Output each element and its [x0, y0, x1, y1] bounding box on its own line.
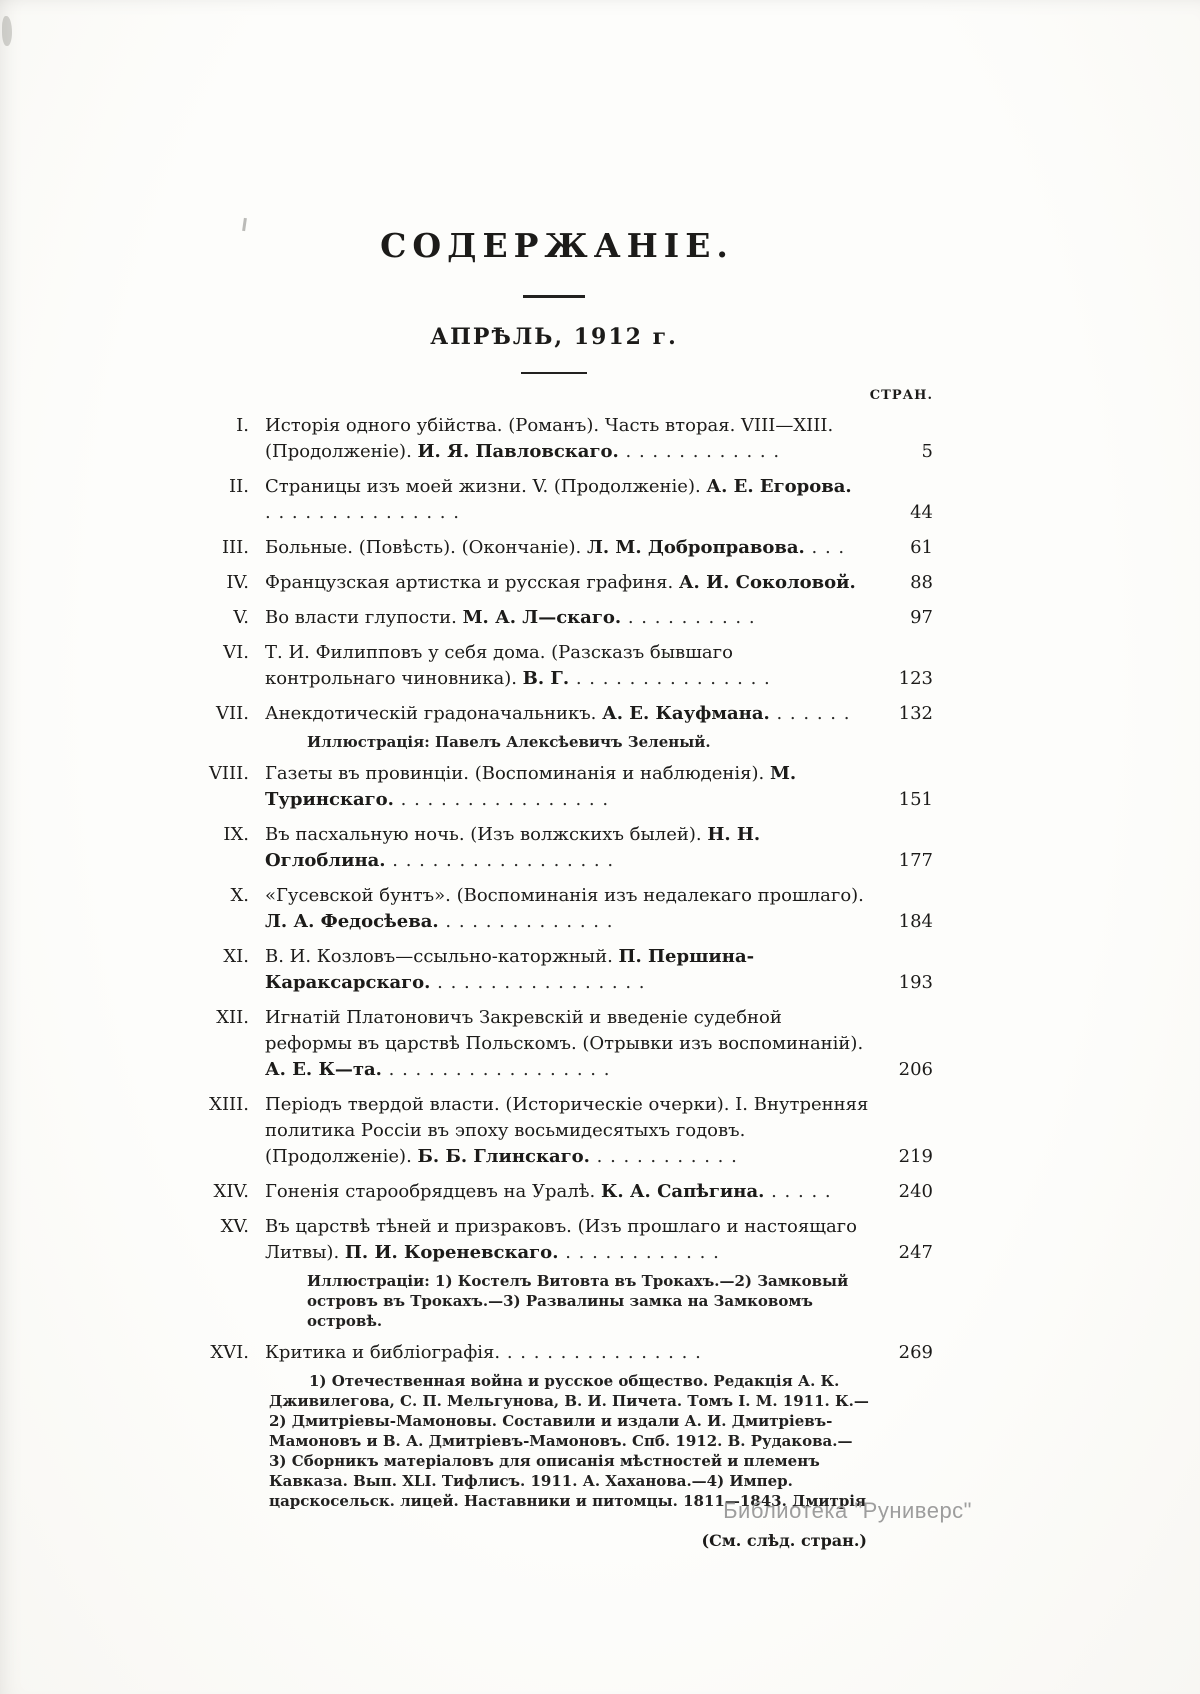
entry-page-number: 240 [898, 1181, 933, 1202]
entry-text [265, 1005, 933, 1083]
entry-note: 1) Отечественная война и русское общество. Редакція А. К. Дживилегова, С. П. Мельгунова, В. И. Пичета. Томъ I. М. 1911. К.—2) Дмитріевы-Мамоновы. Составили и издали А. И. Дмитріевъ-Мамоновъ и В. А. Дмитріевъ-Мамоновъ. Спб. 1912. В. Рудакова.—3) Сборникъ матеріаловъ для описанія мѣстностей и племенъ Кавказа. Вып. XLI. Тифлисъ. 1911. А. Хаханова.—4) Импер. царскосельск. лицей. Наставники и питомцы. 1811—1843. Дмитрія [269, 1372, 869, 1510]
entry-text [265, 701, 933, 727]
entry-author: А. Е. Кауфмана. [602, 703, 770, 724]
entry-text [265, 822, 933, 874]
entry-title-text: Исторія одного убійства. (Романъ). Часть вторая. VIII—XIII. (Продолженіе). [265, 415, 834, 462]
toc-entry [175, 474, 933, 526]
dot-leader: . . . . . . . . . . . . . . . . [430, 972, 646, 993]
dot-leader: . . . . . . . . . . [621, 607, 756, 628]
entry-numeral: I. [236, 415, 249, 436]
dot-leader: . . . . . . . . . . . . . . . . . [381, 1059, 611, 1080]
toc-entry [175, 535, 933, 561]
entry-numeral: XII. [216, 1007, 249, 1028]
entry-title-text: В. И. Козловъ—ссыльно-каторжный. [265, 946, 619, 967]
entry-page-number: 269 [898, 1342, 933, 1363]
dot-leader: . . . . . . . . . . . . . [438, 911, 614, 932]
entry-title-text: Гоненія старообрядцевъ на Уралѣ. [265, 1181, 601, 1202]
entry-numeral: VII. [216, 703, 249, 724]
entry-author: А. Е. Егорова. [706, 476, 852, 497]
entry-title-text: Газеты въ провинціи. (Воспоминанія и наблюденія). [265, 763, 770, 784]
toc-entry [175, 944, 933, 996]
page-title: СОДЕРЖАНІЕ. [380, 226, 734, 265]
entry-page-number: 206 [898, 1059, 933, 1080]
entry-author: Б. Б. Глинскаго. [417, 1146, 590, 1167]
entry-title-text: Больные. (Повѣсть). (Окончаніе). [265, 537, 587, 558]
toc-entry [175, 1179, 933, 1205]
content-column [175, 226, 933, 1550]
toc-entry [175, 822, 933, 874]
library-watermark: Библиотека "Руниверс" [723, 1498, 972, 1523]
dot-leader: . . . . . . . . . . . . . . . [265, 502, 460, 523]
entry-text [265, 944, 933, 996]
entry-numeral: IV. [226, 572, 249, 593]
toc-entry [175, 761, 933, 813]
entry-title-text: Въ царствѣ тѣней и призраковъ. (Изъ прошлаго и настоящаго Литвы). [265, 1216, 857, 1263]
entry-title-text: Анекдотическій градоначальникъ. [265, 703, 603, 724]
entry-page-number: 61 [910, 537, 933, 558]
entry-text [265, 535, 933, 561]
entry-text [265, 474, 933, 526]
dot-leader: . . . . . . . . . . . [589, 1146, 738, 1167]
entry-text [265, 640, 933, 692]
entry-text [265, 761, 933, 813]
entry-page-number: 184 [898, 911, 933, 932]
entry-title-text: Въ пасхальную ночь. (Изъ волжскихъ былей). [265, 824, 708, 845]
entry-author: Н. Н. Оглоблина. [265, 824, 761, 871]
toc-entry [175, 1214, 933, 1331]
entry-title-text: Страницы изъ моей жизни. V. (Продолженіе). [265, 476, 707, 497]
entry-text [265, 413, 933, 465]
dot-leader: . . . . . . . . . . . . [558, 1242, 720, 1263]
entry-page-number: 123 [898, 668, 933, 689]
toc-entry [175, 413, 933, 465]
toc-entry [175, 1005, 933, 1083]
toc-entries [175, 413, 933, 1511]
toc-entry [175, 701, 933, 752]
issue-date: АПРѢЛЬ, 1912 г. [430, 324, 678, 350]
dot-leader: . . . . . . . . . . . . [618, 441, 781, 462]
entry-page-number: 5 [921, 441, 933, 462]
entry-text [265, 605, 933, 631]
entry-note: Иллюстраціи: 1) Костелъ Витовта въ Трокахъ.—2) Замковый островъ въ Трокахъ.—3) Развалины замка на Замковомъ островѣ. [307, 1272, 849, 1330]
toc-entry [175, 1340, 933, 1511]
toc-entry [175, 1092, 933, 1170]
entry-title-text: «Гусевской бунтъ». (Воспоминанія изъ недалекаго прошлаго). [265, 885, 864, 906]
entry-author: Л. М. Доброправова. [586, 537, 805, 558]
entry-text [265, 1179, 933, 1205]
entry-page-number: 97 [910, 607, 933, 628]
toc-entry [175, 883, 933, 935]
entry-page-number: 219 [898, 1146, 933, 1167]
entry-numeral: XIV. [213, 1181, 249, 1202]
entry-author: П. Першина-Караксарскаго. [265, 946, 755, 993]
entry-page-number: 193 [898, 972, 933, 993]
entry-author: П. И. Кореневскаго. [344, 1242, 559, 1263]
entry-author: К. А. Сапѣгина. [600, 1181, 765, 1202]
entry-author: В. Г. [522, 668, 570, 689]
entry-numeral: VI. [223, 642, 249, 663]
entry-text [265, 1340, 933, 1366]
entry-author: А. И. Соколовой. [678, 572, 856, 593]
scan-artifact [2, 16, 12, 46]
entry-author: И. Я. Павловскаго. [417, 441, 619, 462]
dot-leader: . . . [804, 537, 846, 558]
entry-page-number: 151 [898, 789, 933, 810]
entry-title-text: Французская артистка и русская графиня. [265, 572, 679, 593]
dot-leader: . . . . . . [769, 703, 851, 724]
dot-leader: . . . . . [764, 1181, 832, 1202]
entry-author: М. А. Л—скаго. [462, 607, 622, 628]
entry-page-number: 44 [910, 502, 933, 523]
entry-numeral: IX. [223, 824, 249, 845]
dot-leader: . . . . . . . . . . . . . . . . [393, 789, 610, 810]
dot-leader: . . . . . . . . . . . . . . . . . [385, 850, 615, 871]
entry-numeral: XVI. [210, 1342, 249, 1363]
dot-leader: . . . . . . . . . . . . . . . [500, 1342, 702, 1363]
entry-author: Л. А. Федосѣева. [265, 911, 439, 932]
continuation-note: (См. слѣд. стран.) [701, 1531, 867, 1550]
entry-numeral: VIII. [208, 763, 249, 784]
entry-title-text: Т. И. Филипповъ у себя дома. (Разсказъ бывшаго контрольнаго чиновника). [265, 642, 733, 689]
entry-numeral: II. [229, 476, 249, 497]
toc-entry [175, 570, 933, 596]
toc-entry [175, 640, 933, 692]
pages-column-header: СТРАН. [869, 388, 933, 403]
divider-rule [523, 295, 585, 298]
entry-numeral: XI. [223, 946, 249, 967]
entry-text [265, 1214, 933, 1266]
entry-numeral: V. [233, 607, 249, 628]
entry-numeral: III. [221, 537, 249, 558]
entry-title-text: Игнатій Платоновичъ Закревскій и введеніе судебной реформы въ царствѣ Польскомъ. (Отрывки изъ воспоминаній). [265, 1007, 864, 1054]
entry-page-number: 247 [898, 1242, 933, 1263]
divider-rule [521, 372, 587, 374]
entry-text [265, 570, 933, 596]
entry-numeral: X. [230, 885, 249, 906]
entry-text [265, 883, 933, 935]
entry-author: А. Е. К—та. [265, 1059, 382, 1080]
entry-title-text: Во власти глупости. [265, 607, 463, 628]
entry-page-number: 177 [898, 850, 933, 871]
entry-numeral: XIII. [209, 1094, 249, 1115]
dot-leader: . . . . . . . . . . . . . . . [569, 668, 771, 689]
entry-title-text: Критика и библіографія. [265, 1342, 501, 1363]
entry-author: М. Туринскаго. [265, 763, 797, 810]
entry-page-number: 132 [898, 703, 933, 724]
entry-text [265, 1092, 933, 1170]
entry-note: Иллюстрація: Павелъ Алексѣевичъ Зеленый. [307, 733, 711, 751]
entry-title-text: Періодъ твердой власти. (Историческіе очерки). I. Внутренняя политика Россіи въ эпоху восьмидесятыхъ годовъ. (Продолженіе). [265, 1094, 869, 1167]
toc-entry [175, 605, 933, 631]
entry-numeral: XV. [220, 1216, 249, 1237]
entry-page-number: 88 [910, 572, 933, 593]
